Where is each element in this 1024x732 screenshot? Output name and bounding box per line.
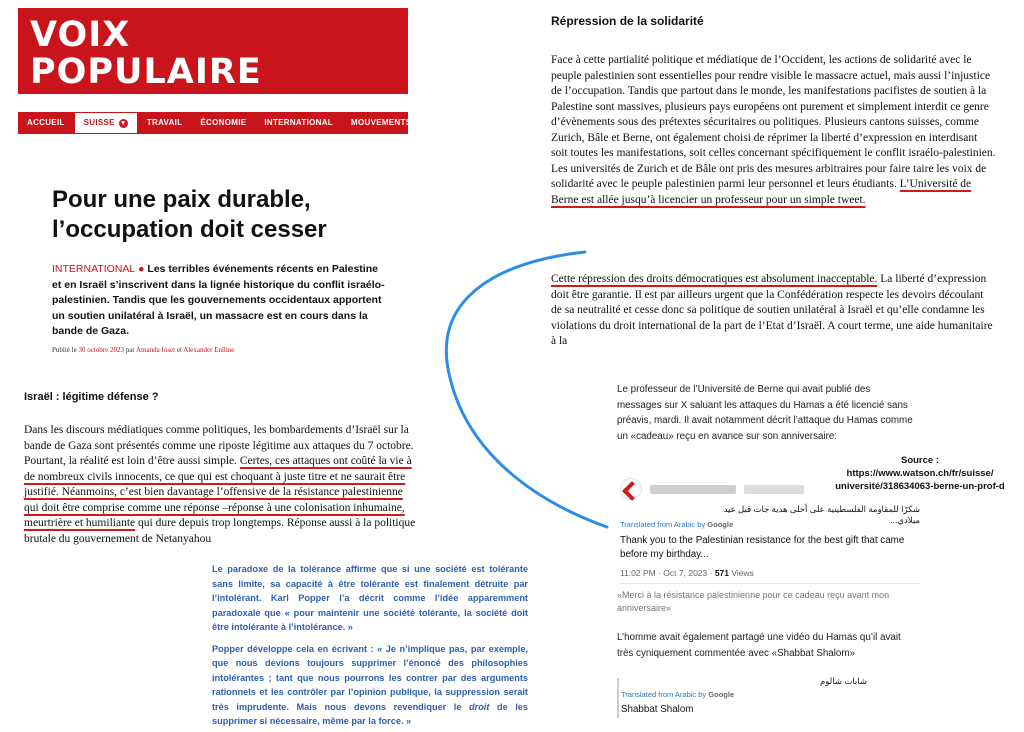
- nav-item-mouvements[interactable]: MOUVEMENTS: [351, 118, 412, 127]
- byline-by: par: [125, 346, 135, 354]
- nav-item-label: SUISSE: [83, 118, 115, 127]
- translation-credit: [620, 520, 733, 529]
- google-logo: Google: [707, 520, 734, 529]
- highlighted-passage: Cette répression des droits démocratiques est absolument inacceptable.: [551, 273, 878, 285]
- translated-label: Translated from Arabic by: [620, 520, 706, 529]
- tweet-meta: [620, 568, 754, 578]
- section-paragraph-repression-2: [551, 272, 996, 358]
- divider: [620, 583, 920, 584]
- byline: [52, 346, 234, 354]
- tweet-card-intro: Le professeur de l’Université de Berne qui avait publié des messages sur X saluant les attaques du Hamas a été licencié sans préavis, mardi. Il avait notamment décrit l’attaque du Hamas comme un «cadeau» reçu en avance sur son anniversaire:: [617, 384, 913, 442]
- logo-line-1: VOIX: [30, 15, 131, 55]
- quote-paragraph-2: [212, 642, 528, 729]
- translated-label: Translated from Arabic by: [621, 690, 707, 699]
- paragraph-text: Dans les discours médiatiques comme politiques, les bombardements d’Israël sur la bande de Gaza sont présentés comme une riposte légitime aux attaques du 7 octobre. Pourtant, la réalité est loin d’être aussi simple.: [24, 424, 414, 467]
- quote-text: de les supprimer si nécessaire, même par la force. »: [212, 701, 528, 726]
- quote-paragraph-1: Le paradoxe de la tolérance affirme que si une société est tolérante sans limite, sa capacité à être tolérante est finalement détruite par l’intolérant. Karl Popper l’a décrit comme l’idée apparemment paradoxale que « pour maintenir une société tolérante, la société doit être intolérante à l’intolérance. »: [212, 564, 528, 632]
- paragraph-text: Face à cette partialité politique et médiatique de l’Occident, les actions de solidarité avec le peuple palestinien sont essentielles pour rendre visible le massacre actuel, mais aussi l’injustice de l’occupation. Tandis que partout dans le monde, les manifestations pacifistes de soutien à la Palestine sont massives, plusieurs pays européens ont purement et simplement interdit ce genre d’évènements sous des prétextes sécuritaires ou politiques. Plusieurs cantons suisses, comme Zurich, Bâle et Berne, ont également choisi de réprimer la liberté d’expression en interdisant soit toutes les manifestations, soit celles concernant spécifiquement le conflit israélo-palestinien. Les universités de Zurich et de Bâle ont pris des mesures arbitraires pour faire taire les voix de solidarité avec le peuple palestinien parmi leur personnel et leurs étudiants.: [551, 54, 996, 190]
- source-url-line-1[interactable]: https://www.watson.ch/fr/suisse/: [846, 468, 994, 479]
- tweet-french-translation: «Merci à la résistance palestinienne pour ce cadeau reçu avant mon anniversaire»: [617, 590, 890, 613]
- source-label: Source :: [900, 455, 939, 466]
- tweet-translated-text: Thank you to the Palestinian resistance for the best gift that came before my birthday...: [620, 535, 905, 560]
- blurred-username: [650, 485, 736, 494]
- tolerance-paradox-quote: [212, 562, 528, 729]
- highlighted-passage: Certes, ces attaques ont coûté la vie à de nombreux civils innocents, ce que qui est choquant à juste titre et ne saurait être justifié. Néanmoins, c’est bien davantage l’offensive de la résistance palestinienne qui doit être comprise comme une réponse –réponse à une colonisation inhumaine, meurtrière et humiliante: [24, 455, 412, 529]
- tweet-views-count: 571: [714, 568, 729, 578]
- byline-date-link[interactable]: 30 octobre 2023: [78, 346, 124, 354]
- site-logo[interactable]: [18, 8, 408, 94]
- lead-text: Les terribles événements récents en Palestine et en Israël s’inscrivent dans la lignée historique du conflit israélo-palestinien. Tandis que les gouvernements occidentaux apportent un soutien unilatéral à Israël, un massacre est en cours dans la bande de Gaza.: [52, 263, 385, 337]
- nav-item-travail[interactable]: TRAVAIL: [146, 118, 183, 127]
- rubric-link[interactable]: INTERNATIONAL: [52, 263, 136, 275]
- author-link-2[interactable]: Alexander Eniline: [183, 346, 235, 354]
- google-logo: Google: [708, 690, 735, 699]
- source-url-line-2[interactable]: université/318634063-berne-un-prof-d: [835, 481, 1005, 492]
- tweet-timestamp[interactable]: 11:02 PM · Oct 7, 2023 ·: [620, 568, 715, 578]
- translation-credit: [621, 690, 734, 699]
- paragraph-text: La liberté d’expression doit être garantie. Il est par ailleurs urgent que la Confédération respecte les devoirs découlant de sa neutralité et cesse donc sa politique de soutien unilatéral à Israël et qu’elle condamne les violations du droit international de la part de l’Etat d’Israël. A court terme, une aide humanitaire à la: [551, 273, 993, 347]
- quote-text: Popper développe cela en écrivant : « Je n’implique pas, par exemple, que nous devions toujours supprimer l’énoncé des philosophies intolérantes ; tant que nous pourrons les contrer par des arguments rationnels et les contrôler par l’opinion publique, la suppression serait très imprudente. Mais nous devons revendiquer le: [212, 643, 528, 712]
- avatar[interactable]: [620, 478, 642, 500]
- section-paragraph-repression-1: [551, 53, 996, 208]
- section-heading-israel: Israël : légitime défense ?: [24, 391, 159, 403]
- bullet-icon: ●: [135, 263, 148, 275]
- tweet-header: [620, 478, 804, 500]
- shabbat-arabic-text: شابات شالوم: [820, 676, 867, 686]
- blurred-handle: [744, 485, 804, 494]
- tweet-card-followup: L’homme avait également partagé une vidéo du Hamas qu’il avait très cyniquement commentée avec «Shabbat Shalom»: [617, 632, 901, 659]
- chevron-down-icon[interactable]: ▾: [119, 119, 128, 128]
- article-lead: [52, 262, 387, 340]
- source-note: [820, 454, 1020, 493]
- byline-prefix: Publié le: [52, 346, 77, 354]
- nav-item-international[interactable]: INTERNATIONAL: [264, 118, 333, 127]
- section-heading-repression: Répression de la solidarité: [551, 14, 704, 28]
- tweet-views-label: Views: [729, 568, 754, 578]
- nav-item-suisse[interactable]: [74, 112, 138, 134]
- paragraph-text: qui dure depuis trop longtemps. Réponse aussi à la politique brutale du gouvernement de Netanyahou: [24, 517, 416, 545]
- logo-line-2: POPULAIRE: [30, 52, 262, 92]
- highlighted-passage: L’Université de Berne est allée jusqu’à licencier un professeur pour un simple tweet.: [551, 178, 972, 206]
- nav-item-economie[interactable]: ÉCONOMIE: [200, 118, 247, 127]
- quote-bar: [617, 678, 619, 718]
- quote-emphasis: droit: [469, 701, 490, 712]
- byline-and: et: [176, 346, 182, 354]
- article-headline: Pour une paix durable, l’occupation doit cesser: [52, 186, 327, 243]
- tweet-arabic-text: شكرًا للمقاومة الفلسطينية على أحلى هدية جات قبل عيد ميلادي...: [723, 504, 920, 525]
- main-nav: [18, 112, 412, 134]
- author-link-1[interactable]: Amanda Ioset: [136, 346, 176, 354]
- nav-item-accueil[interactable]: ACCUEIL: [27, 118, 65, 127]
- section-paragraph-israel: [24, 423, 416, 547]
- shabbat-translated-text: Shabbat Shalom: [621, 704, 694, 715]
